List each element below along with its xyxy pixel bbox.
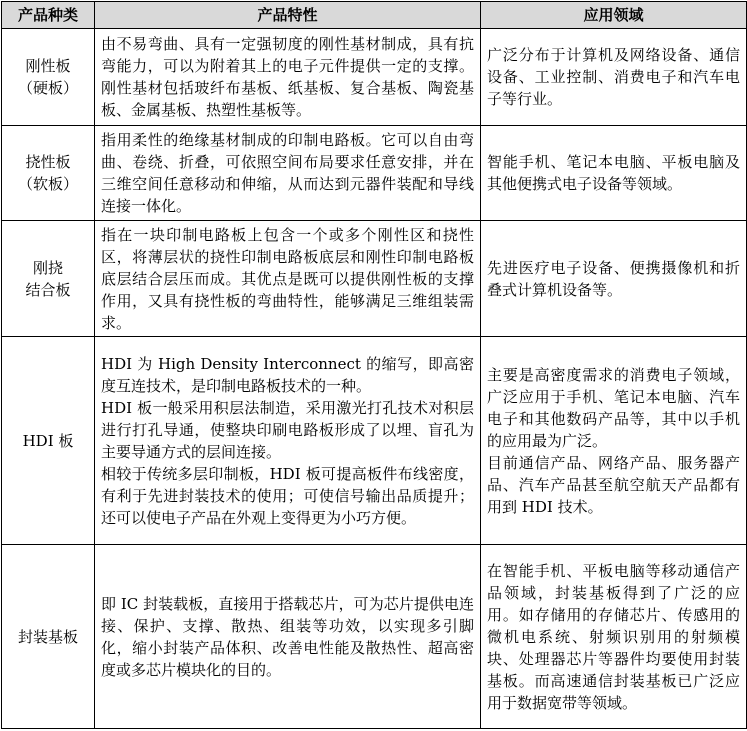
product-name — [2, 126, 95, 221]
product-name-line: 刚性板 — [25, 57, 71, 75]
feature-paragraph: HDI 板一般采用积层法制造，采用激光打孔技术对积层进行打孔导通，使整块印刷电路板形成了以埋、盲孔为主要导通方式的层间连接。 — [101, 398, 474, 461]
product-name-line: （硬板） — [17, 79, 78, 97]
product-features — [95, 337, 481, 545]
product-name-line: 刚挠 — [32, 258, 63, 277]
application-fields — [481, 545, 747, 729]
product-name-line: 封装基板 — [17, 627, 78, 646]
feature-paragraph: 即 IC 封装载板，直接用于搭载芯片，可为芯片提供电连接、保护、支撑、散热、组装等功效，以实现多引脚化，缩小封装产品体积、改善电性能及散热性、超高密度或多芯片模块化的目的。 — [101, 594, 474, 679]
header-row — [2, 2, 747, 29]
product-features — [95, 545, 481, 729]
product-name — [2, 337, 95, 545]
application-fields — [481, 221, 747, 337]
feature-paragraph: 由不易弯曲、具有一定强韧度的刚性基材制成，具有抗弯能力，可以为附着其上的电子元件提供一定的支撑。刚性基材包括玻纤布基板、纸基板、复合基板、陶瓷基板、金属基板、热塑性基板等。 — [101, 35, 474, 119]
table-row — [2, 337, 747, 545]
product-features — [95, 29, 481, 126]
feature-paragraph: 指在一块印制电路板上包含一个或多个刚性区和挠性区，将薄层状的挠性印制电路板底层和刚性印制电路板底层结合层压而成。其优点是既可以提供刚性板的支撑作用，又具有挠性板的弯曲特性，能够满足三维组装需求。 — [101, 225, 474, 332]
product-name-line: 结合板 — [25, 280, 71, 299]
application-paragraph: 先进医疗电子设备、便携摄像机和折叠式计算机设备等。 — [487, 258, 740, 299]
header-application-fields: 应用领域 — [481, 2, 747, 29]
application-paragraph: 在智能手机、平板电脑等移动通信产品领域，封装基板得到了广泛的应用。如存储用的存储芯片、传感用的微机电系统、射频识别用的射频模块、处理器芯片等器件均要使用封装基板。而高速通信封装基板已广泛应用于数据宽带等领域。 — [487, 561, 740, 712]
table-row — [2, 126, 747, 221]
header-product-type: 产品种类 — [2, 2, 95, 29]
application-fields — [481, 337, 747, 545]
product-name — [2, 545, 95, 729]
table-row — [2, 221, 747, 337]
product-features — [95, 126, 481, 221]
product-name-line: （软板） — [17, 175, 78, 193]
table-row — [2, 29, 747, 126]
product-name-line: HDI 板 — [22, 431, 74, 450]
product-name — [2, 29, 95, 126]
product-name — [2, 221, 95, 337]
feature-paragraph: HDI 为 High Density Interconnect 的缩写，即高密度互连技术，是印制电路板技术的一种。 — [101, 354, 474, 395]
product-features — [95, 221, 481, 337]
application-paragraph: 广泛分布于计算机及网络设备、通信设备、工业控制、消费电子和汽车电子等行业。 — [487, 46, 740, 108]
application-paragraph: 目前通信产品、网络产品、服务器产品、汽车产品甚至航空航天产品都有用到 HDI 技术。 — [487, 453, 740, 516]
application-paragraph: 智能手机、笔记本电脑、平板电脑及其他便携式电子设备等领域。 — [487, 153, 740, 193]
feature-paragraph: 指用柔性的绝缘基材制成的印制电路板。它可以自由弯曲、卷绕、折叠，可依照空间布局要求任意安排，并在三维空间任意移动和伸缩，从而达到元器件装配和导线连接一体化。 — [101, 131, 474, 215]
table-row — [2, 545, 747, 729]
product-name-line: 挠性板 — [25, 153, 71, 171]
application-fields — [481, 29, 747, 126]
product-table — [1, 1, 747, 729]
header-product-features: 产品特性 — [95, 2, 481, 29]
application-paragraph: 主要是高密度需求的消费电子领域，广泛应用于手机、笔记本电脑、汽车电子和其他数码产品等，其中以手机的应用最为广泛。 — [487, 365, 740, 450]
feature-paragraph: 相较于传统多层印制板，HDI 板可提高板件布线密度，有利于先进封装技术的使用；可使信号输出品质提升；还可以使电子产品在外观上变得更为小巧方便。 — [101, 464, 474, 527]
application-fields — [481, 126, 747, 221]
